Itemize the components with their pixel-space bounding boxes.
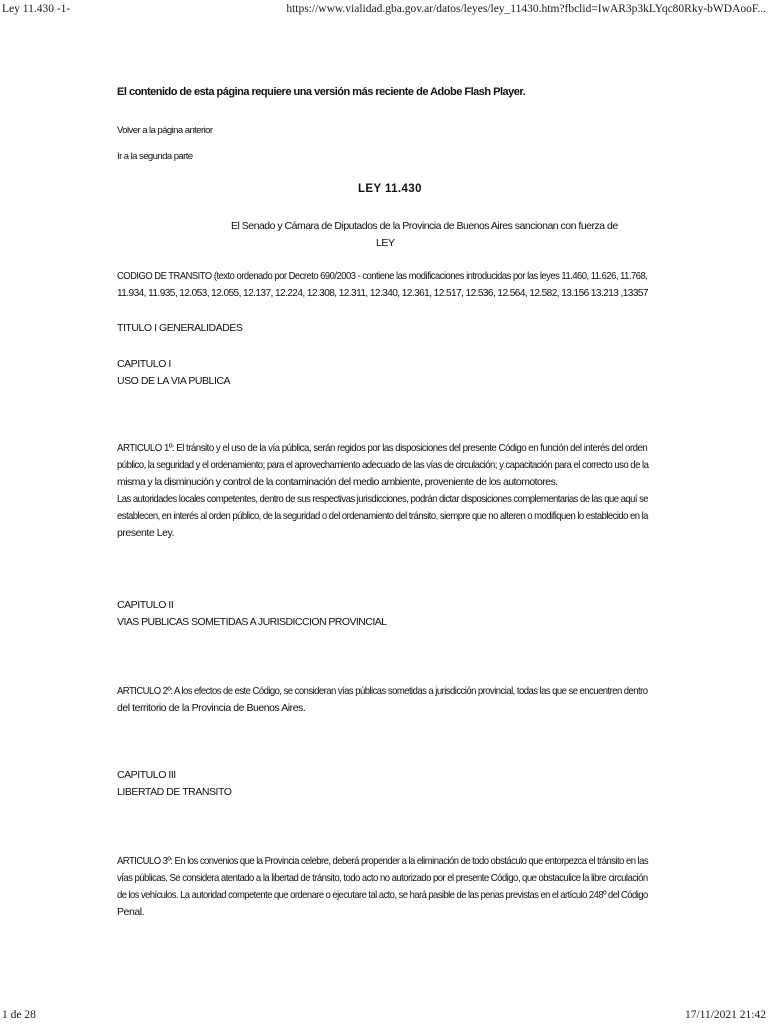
article-1-line: Las autoridades locales competentes, dentro de sus respectivas jurisdicciones, podrán dictar disposiciones complementarias de las que aquí se: [117, 493, 649, 505]
print-header-title: Ley 11.430 -1-: [2, 3, 71, 15]
print-footer-page: 1 de 28: [2, 1009, 36, 1021]
article-3-line: vías públicas. Se considera atentado a la libertad de tránsito, todo acto no autorizado por el presente Código, que obstaculice la libre circulación: [117, 872, 648, 884]
codigo-line-1: CODIGO DE TRANSITO (texto ordenado por Decreto 690/2003 - contiene las modificaciones introducidas por las leyes 11.460, 11.626, 11.768,: [117, 270, 648, 282]
chapter-1-number: CAPITULO I: [117, 358, 171, 370]
chapter-2-number: CAPITULO II: [117, 599, 174, 611]
chapter-3-name: LIBERTAD DE TRANSITO: [117, 786, 232, 798]
article-1-line: presente Ley.: [117, 527, 174, 539]
enactment-line-1: El Senado y Cámara de Diputados de la Provincia de Buenos Aires sancionan con fuerza de: [231, 220, 618, 232]
chapter-2-name: VIAS PUBLICAS SOMETIDAS A JURISDICCION PROVINCIAL: [117, 616, 387, 628]
article-3-line: ARTICULO 3º: En los convenios que la Provincia celebre, deberá propender a la eliminación de todo obstáculo que entorpezca el tránsito en las: [117, 855, 649, 867]
codigo-line-2: 11.934, 11.935, 12.053, 12.055, 12.137, 12.224, 12.308, 12.311, 12.340, 12.361, 12.517, 12.536, 12.564, 12.582, 13.156 13.213 ,13357: [117, 287, 648, 299]
article-3-line: de los vehículos. La autoridad competente que ordenare o ejecutare tal acto, se hará pasible de las penas previstas en el artículo 248º del Código: [117, 889, 648, 901]
article-1-line: público, la seguridad y el ordenamiento; para el aprovechamiento adecuado de las vías de circulación; y capacitación para el correcto uso de la: [117, 459, 649, 471]
flash-notice: El contenido de esta página requiere una versión más reciente de Adobe Flash Player.: [117, 86, 526, 98]
print-footer-datetime: 17/11/2021 21:42: [684, 1009, 766, 1021]
article-2-line: ARTICULO 2º: A los efectos de este Código, se consideran vías públicas sometidas a jurisdicción provincial, todas las que se encuentren dentro: [117, 685, 648, 697]
article-1-line: ARTICULO 1º: El tránsito y el uso de la vía pública, serán regidos por las disposiciones del presente Código en función del interés del orden: [117, 442, 648, 454]
print-header-url: https://www.vialidad.gba.gov.ar/datos/leyes/ley_11430.htm?fbclid=IwAR3p3kLYqc80Rky-bWDAooF...: [286, 3, 766, 15]
article-3-line: Penal.: [117, 906, 145, 918]
chapter-3-number: CAPITULO III: [117, 769, 176, 781]
second-part-link[interactable]: Ir a la segunda parte: [117, 151, 193, 162]
chapter-1-name: USO DE LA VIA PUBLICA: [117, 375, 231, 387]
article-1-line: misma y la disminución y control de la contaminación del medio ambiente, proveniente de los automotores.: [117, 476, 558, 488]
law-title: LEY 11.430: [358, 183, 422, 195]
enactment-line-2: LEY: [376, 237, 395, 249]
back-link[interactable]: Volver a la página anterior: [117, 125, 213, 136]
article-2-line: del territorio de la Provincia de Buenos Aires.: [117, 702, 306, 714]
titulo-heading: TITULO I GENERALIDADES: [117, 322, 243, 334]
article-1-line: establecen, en interés al orden público, de la seguridad o del ordenamiento del tránsito, siempre que no alteren o modifiquen lo establecido en la: [117, 510, 648, 522]
